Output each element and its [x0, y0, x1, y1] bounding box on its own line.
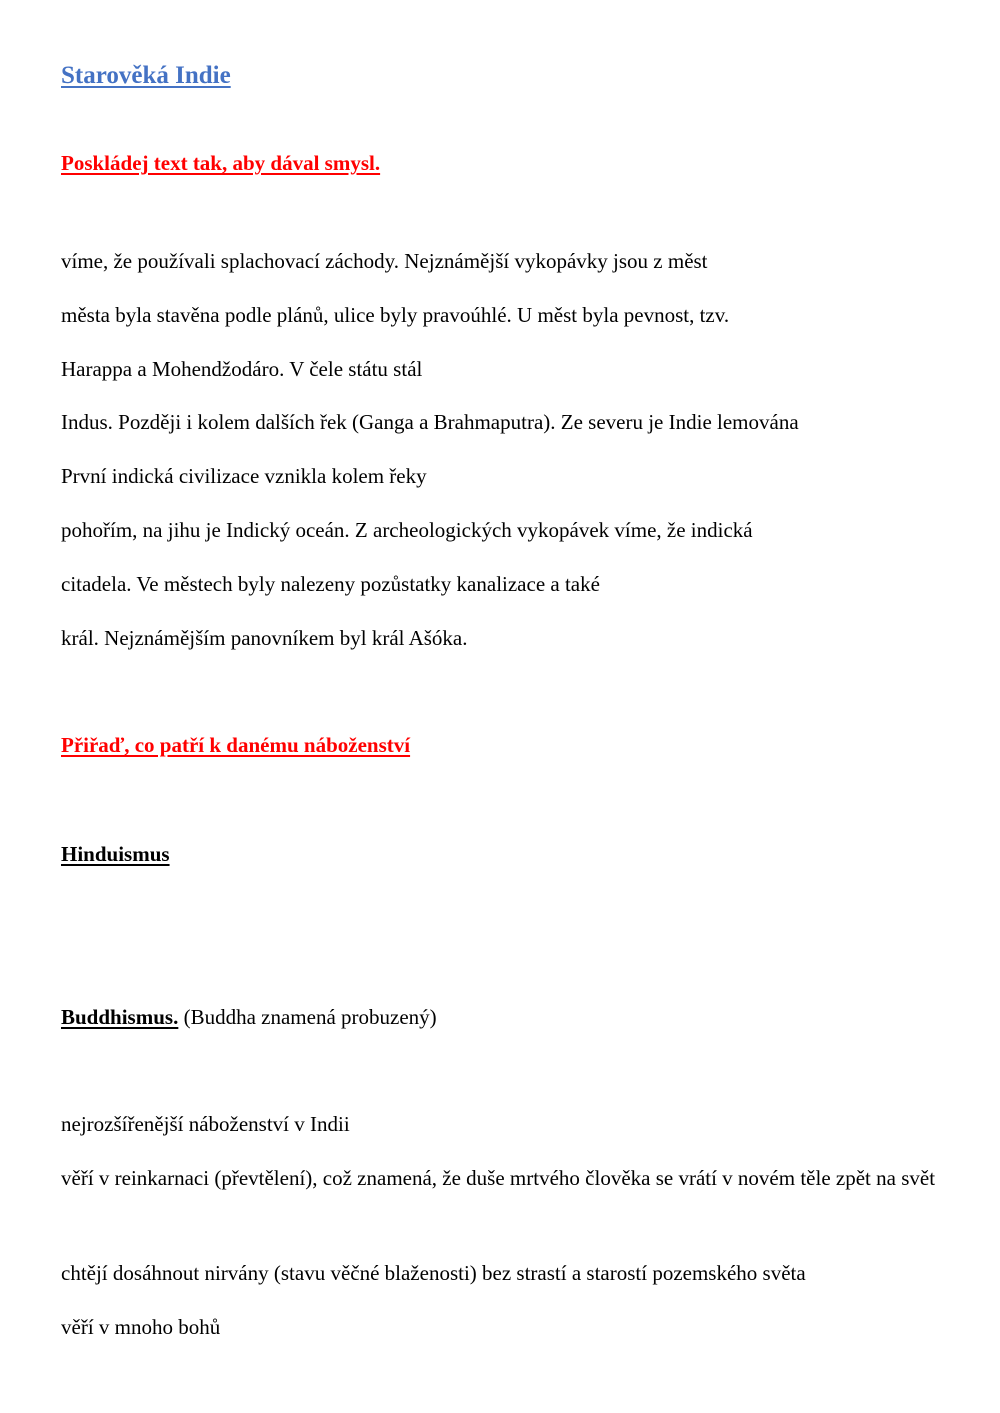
scrambled-line: král. Nejznámějším panovníkem byl král Ašóka.: [61, 626, 468, 650]
statement-item: věří v mnoho bohů: [61, 1315, 221, 1339]
task1-heading: Poskládej text tak, aby dával smysl.: [61, 151, 381, 175]
statement-item: chtějí dosáhnout nirvány (stavu věčné blaženosti) bez strastí a starostí pozemského světa: [61, 1261, 806, 1285]
task2-heading: Přiřaď, co patří k danému náboženství: [61, 733, 411, 757]
scrambled-line: pohořím, na jihu je Indický oceán. Z archeologických vykopávek víme, že indická: [61, 518, 753, 542]
religion-heading-buddhism-row: [61, 1004, 437, 1030]
scrambled-line: víme, že používali splachovací záchody. Nejznámější vykopávky jsou z měst: [61, 249, 708, 273]
scrambled-line: První indická civilizace vznikla kolem řeky: [61, 464, 427, 488]
scrambled-line: Indus. Později i kolem dalších řek (Ganga a Brahmaputra). Ze severu je Indie lemována: [61, 410, 799, 434]
statement-item: věří v reinkarnaci (převtělení), což znamená, že duše mrtvého člověka se vrátí v novém těle zpět na svět: [61, 1166, 936, 1190]
religion-heading-buddhism: Buddhismus.: [61, 1005, 179, 1029]
buddhism-note: (Buddha znamená probuzený): [178, 1005, 437, 1029]
scrambled-line: Harappa a Mohendžodáro. V čele státu stál: [61, 357, 423, 381]
statement-item: nejrozšířenější náboženství v Indii: [61, 1112, 350, 1136]
religion-heading-hinduism: Hinduismus: [61, 842, 170, 866]
page-title: Starověká Indie: [61, 62, 231, 89]
scrambled-line: citadela. Ve městech byly nalezeny pozůstatky kanalizace a také: [61, 572, 600, 596]
scrambled-line: města byla stavěna podle plánů, ulice byly pravoúhlé. U měst byla pevnost, tzv.: [61, 303, 730, 327]
